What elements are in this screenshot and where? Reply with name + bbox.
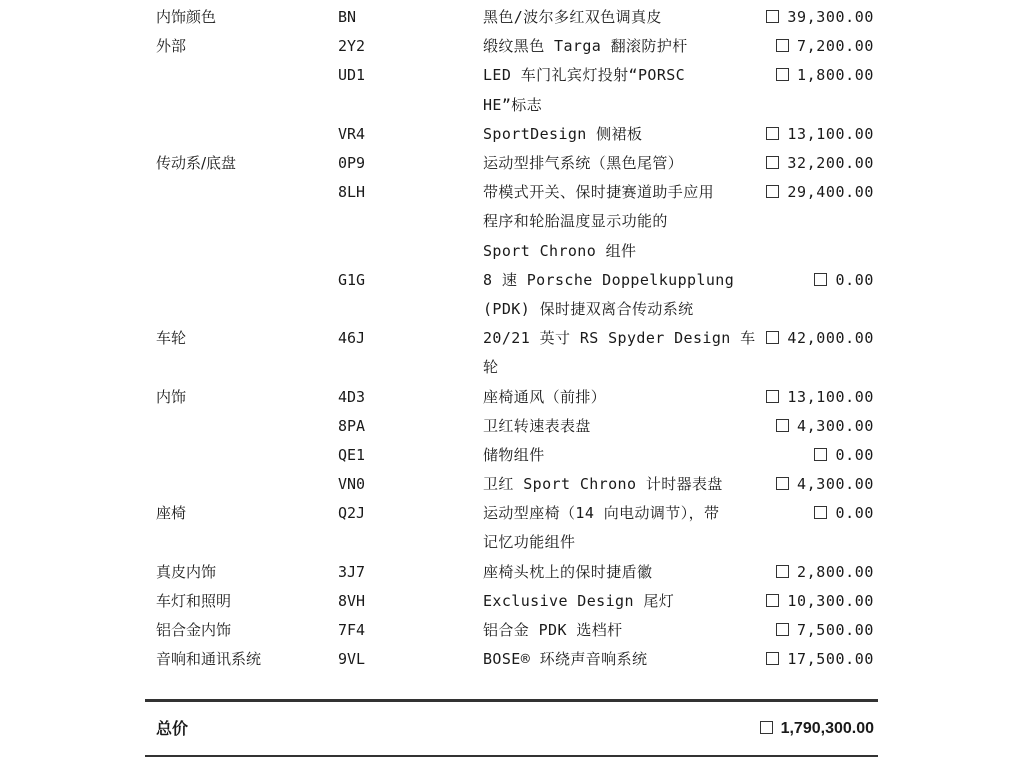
checkbox-icon [766, 652, 779, 665]
option-description-line: 8 速 Porsche Doppelkupplung [483, 270, 735, 289]
option-description [483, 178, 753, 266]
option-price [766, 3, 874, 32]
option-description [483, 266, 753, 324]
option-price [766, 178, 874, 207]
option-row [0, 383, 1024, 412]
option-row [0, 470, 1024, 499]
option-code: 9VL [338, 650, 366, 669]
option-code: VR4 [338, 124, 366, 143]
option-price-amount: 42,000.00 [787, 329, 874, 348]
checkbox-icon [776, 623, 789, 636]
option-description-line: BOSE® 环绕声音响系统 [483, 650, 648, 669]
option-price [766, 383, 874, 412]
option-row [0, 412, 1024, 441]
option-description [483, 470, 753, 499]
checkbox-icon [814, 273, 827, 286]
option-description-line: 20/21 英寸 RS Spyder Design 车 [483, 329, 756, 348]
option-code: G1G [338, 270, 366, 289]
option-description-line: (PDK) 保时捷双离合传动系统 [483, 299, 694, 318]
option-description-line: Sport Chrono 组件 [483, 241, 637, 260]
option-code: 2Y2 [338, 37, 366, 56]
option-price [776, 412, 874, 441]
option-description-line: LED 车门礼宾灯投射“PORSC [483, 66, 686, 85]
checkbox-icon [766, 156, 779, 169]
checkbox-icon [766, 594, 779, 607]
option-description [483, 32, 753, 61]
option-row [0, 32, 1024, 61]
option-price [766, 120, 874, 149]
option-category: 外部 [156, 37, 187, 56]
option-row [0, 587, 1024, 616]
checkbox-icon [776, 477, 789, 490]
total-amount: 1,790,300.00 [780, 720, 874, 737]
option-price [814, 499, 874, 528]
checkbox-icon [766, 10, 779, 23]
option-price [776, 61, 874, 90]
option-description [483, 645, 753, 674]
option-description-line: 卫红转速表表盘 [483, 416, 591, 435]
option-description [483, 587, 753, 616]
option-code: Q2J [338, 504, 366, 523]
option-description-line: 卫红 Sport Chrono 计时器表盘 [483, 475, 723, 494]
total-divider-top [145, 699, 878, 702]
option-row [0, 149, 1024, 178]
option-code: BN [338, 8, 357, 26]
option-description [483, 499, 753, 557]
option-description-line: 缎纹黑色 Targa 翻滚防护杆 [483, 37, 688, 56]
checkbox-icon [814, 506, 827, 519]
option-code: UD1 [338, 66, 366, 85]
option-description-line: 铝合金 PDK 选档杆 [483, 621, 623, 640]
option-list [0, 3, 1024, 674]
option-description-line: 座椅头枕上的保时捷盾徽 [483, 562, 653, 581]
option-description-line: 运动型座椅（14 向电动调节），带 [483, 504, 720, 523]
option-price-amount: 39,300.00 [787, 8, 874, 26]
option-price [814, 441, 874, 470]
option-row [0, 61, 1024, 119]
option-row [0, 499, 1024, 557]
option-category: 铝合金内饰 [156, 621, 232, 640]
option-code: VN0 [338, 475, 366, 494]
option-price-amount: 10,300.00 [787, 591, 874, 610]
option-price [766, 324, 874, 353]
option-price [776, 616, 874, 645]
option-description [483, 383, 753, 412]
option-description [483, 61, 753, 119]
option-description-line: 黑色/波尔多红双色调真皮 [483, 8, 662, 26]
option-description [483, 324, 756, 382]
option-code: 4D3 [338, 387, 366, 406]
option-price-amount: 0.00 [835, 504, 874, 523]
option-description [483, 3, 753, 32]
total-value [760, 714, 874, 744]
option-price [776, 470, 874, 499]
option-row [0, 441, 1024, 470]
checkbox-icon [760, 721, 773, 734]
option-price-amount: 13,100.00 [787, 387, 874, 406]
option-price [814, 266, 874, 295]
option-price-amount: 4,300.00 [796, 416, 874, 435]
option-price [776, 32, 874, 61]
option-code: 8VH [338, 591, 366, 610]
option-code: QE1 [338, 445, 366, 464]
option-price-amount: 0.00 [835, 270, 874, 289]
option-description-line: 运动型排气系统（黑色尾管） [483, 153, 684, 172]
option-row [0, 266, 1024, 324]
option-price-amount: 2,800.00 [796, 562, 874, 581]
checkbox-icon [766, 331, 779, 344]
checkbox-icon [814, 448, 827, 461]
option-code: 8LH [338, 183, 366, 202]
option-row [0, 645, 1024, 674]
option-description [483, 149, 753, 178]
option-price [766, 587, 874, 616]
option-description-line: 座椅通风（前排） [483, 387, 607, 406]
option-row [0, 324, 1024, 382]
checkbox-icon [766, 390, 779, 403]
option-category: 车轮 [156, 329, 187, 348]
option-row [0, 120, 1024, 149]
option-description-line: 轮 [483, 358, 499, 377]
option-price-amount: 0.00 [835, 445, 874, 464]
option-price-amount: 32,200.00 [787, 153, 874, 172]
option-category: 座椅 [156, 504, 187, 523]
option-category: 音响和通讯系统 [156, 650, 262, 669]
checkbox-icon [766, 127, 779, 140]
option-price-amount: 1,800.00 [796, 66, 874, 85]
option-description [483, 616, 753, 645]
option-description [483, 441, 753, 470]
option-category: 传动系/底盘 [156, 153, 237, 172]
checkbox-icon [776, 68, 789, 81]
option-description-line: 带模式开关、保时捷赛道助手应用 [483, 183, 715, 202]
option-category: 车灯和照明 [156, 591, 232, 610]
option-description-line: Exclusive Design 尾灯 [483, 591, 675, 610]
option-description-line: 程序和轮胎温度显示功能的 [483, 212, 668, 231]
option-price [766, 149, 874, 178]
checkbox-icon [766, 185, 779, 198]
option-code: 8PA [338, 416, 366, 435]
option-price-amount: 7,200.00 [796, 37, 874, 56]
option-code: 3J7 [338, 562, 366, 581]
option-code: 7F4 [338, 621, 366, 640]
option-row [0, 3, 1024, 32]
option-price-amount: 7,500.00 [796, 621, 874, 640]
option-description [483, 558, 753, 587]
option-category: 内饰颜色 [156, 8, 217, 26]
option-description [483, 412, 753, 441]
option-category: 真皮内饰 [156, 562, 217, 581]
total-label: 总价 [156, 719, 189, 738]
option-price-amount: 13,100.00 [787, 124, 874, 143]
option-price-amount: 4,300.00 [796, 475, 874, 494]
option-code: 0P9 [338, 153, 366, 172]
option-price [776, 558, 874, 587]
option-price-amount: 17,500.00 [787, 650, 874, 669]
total-divider-bottom [145, 755, 878, 757]
checkbox-icon [776, 39, 789, 52]
option-description-line: 记忆功能组件 [483, 533, 576, 552]
option-row [0, 178, 1024, 266]
option-price [766, 645, 874, 674]
option-description-line: HE”标志 [483, 95, 543, 114]
option-code: 46J [338, 329, 366, 348]
option-category: 内饰 [156, 387, 187, 406]
option-row [0, 616, 1024, 645]
option-row [0, 558, 1024, 587]
checkbox-icon [776, 565, 789, 578]
option-description [483, 120, 753, 149]
option-description-line: 储物组件 [483, 445, 545, 464]
option-price-amount: 29,400.00 [787, 183, 874, 202]
checkbox-icon [776, 419, 789, 432]
option-description-line: SportDesign 侧裙板 [483, 124, 643, 143]
